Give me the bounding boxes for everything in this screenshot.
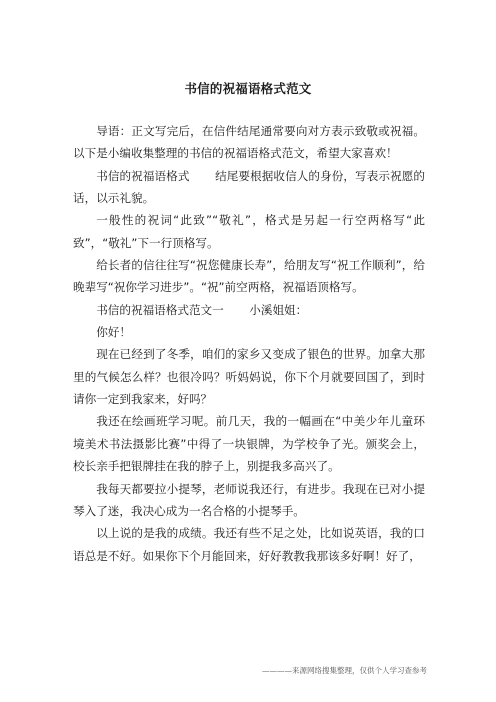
paragraph-english: 以上说的是我的成绩。我还有些不足之处，比如说英语，我的口语总是不好。如果你下个月能回来，好好教教我那该多好啊！好了，: [73, 526, 425, 563]
paragraph-sample-heading: [73, 299, 425, 321]
document-body: [73, 120, 425, 567]
paragraph-elder-greeting: 给长者的信往往写“祝您健康长寿”，给朋友写“祝工作顺利”，给晚辈写“祝你学习进步”。“祝”前空两格，祝福语顶格写。: [73, 258, 425, 295]
paragraph-painting: 我还在绘画班学习呢。前几天，我的一幅画在“中美少年儿童环境美术书法摄影比赛”中得了一块银牌，为学校争了光。颁奖会上，校长亲手把银牌挂在我的脖子上，别提我多高兴了。: [73, 414, 425, 474]
paragraph-intro: 导语：正文写完后，在信件结尾通常要向对方表示致敬或祝福。以下是小编收集整理的书信的祝福语格式范文，希望大家喜欢！: [73, 124, 425, 161]
paragraph-general-greeting: 一般性的祝词“此致”“敬礼”，格式是另起一行空两格写“此致”，“敬礼”下一行顶格写。: [73, 213, 425, 250]
sample-salutation: 小溪姐姐：: [249, 302, 308, 317]
paragraph-format-heading: [73, 165, 425, 210]
page-footer: ————来源网络搜集整理，仅供个人学习查参考: [262, 666, 427, 675]
document-title: 书信的祝福语格式范文: [184, 81, 312, 96]
paragraph-hello: 你好！: [96, 325, 131, 340]
sample-heading-label: 书信的祝福语格式范文一: [96, 302, 224, 317]
format-heading-text: 结尾要根据收信人的身份，写表示祝愿的话，以示礼貌。: [73, 168, 425, 206]
paragraph-violin: 我每天都要拉小提琴，老师说我还行，有进步。我现在已对小提琴入了迷，我决心成为一名合格的小提琴手。: [73, 481, 425, 518]
paragraph-winter: 现在已经到了冬季，咱们的家乡又变成了银色的世界。加拿大那里的气候怎么样？也很冷吗？听妈妈说，你下个月就要回国了，到时请你一定到我家来，好吗？: [73, 347, 425, 407]
format-heading-label: 书信的祝福语格式: [96, 168, 190, 183]
